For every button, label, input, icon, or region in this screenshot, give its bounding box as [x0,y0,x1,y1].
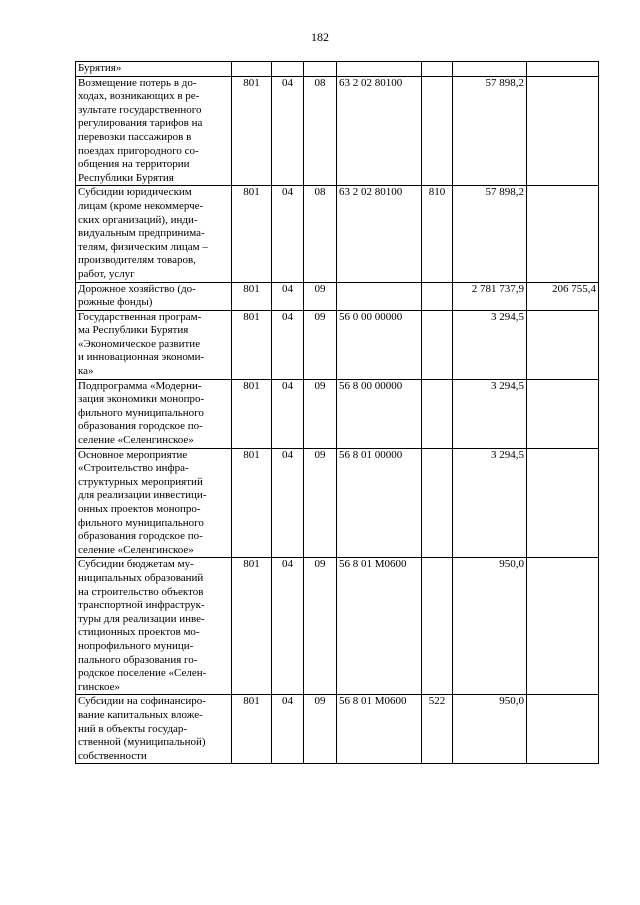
table-row [76,186,599,282]
item-name-cell [76,310,232,379]
amount-cell [453,62,527,77]
item-name-line: селение «Селенгинское» [78,543,194,556]
table-row [76,448,599,558]
item-name-line: Субсидии юридическим [78,186,192,199]
item-name-line: «Экономическое развитие [78,337,201,350]
item-name-cell [76,186,232,282]
item-name-line: туры для реализации инве- [78,612,205,625]
item-name-cell [76,62,232,77]
item-name-line: на строительство объектов [78,585,204,598]
item-name-line: Республики Бурятия [78,171,174,184]
section-code-cell: 04 [272,76,304,186]
item-name-cell [76,695,232,764]
section-code-cell: 04 [272,310,304,379]
section-code-cell: 04 [272,448,304,558]
item-name-line: поездах пригородного со- [78,144,199,157]
admin-code-cell: 801 [232,76,272,186]
expense-type-cell [422,379,453,448]
item-name-cell [76,558,232,695]
target-article-cell: 63 2 02 80100 [337,76,422,186]
item-name-line: фильного муниципального [78,516,204,529]
section-code-cell [272,62,304,77]
amount-cell: 950,0 [453,695,527,764]
subsection-code-cell: 08 [304,76,337,186]
target-article-cell: 56 8 01 M0600 [337,558,422,695]
item-name-line: Государственная програм- [78,310,202,323]
item-name-cell [76,379,232,448]
expense-type-cell: 522 [422,695,453,764]
item-name-line: фильного муниципального [78,406,204,419]
subsection-code-cell: 09 [304,310,337,379]
table-row [76,76,599,186]
table-row [76,379,599,448]
table-row [76,695,599,764]
subsection-code-cell: 09 [304,448,337,558]
amount-federal-cell [527,186,599,282]
table-row [76,282,599,310]
item-name-line: нопрофильного муници- [78,639,194,652]
budget-table-body [76,62,599,764]
item-name-line: Основное мероприятие [78,448,188,461]
item-name-line: телям, физическим лицам – [78,240,208,253]
table-row [76,310,599,379]
item-name-line: вание капитальных вложе- [78,708,203,721]
admin-code-cell: 801 [232,186,272,282]
section-code-cell: 04 [272,282,304,310]
item-name-line: ма Республики Бурятия [78,324,189,337]
item-name-line: Возмещение потерь в до- [78,76,197,89]
target-article-cell: 63 2 02 80100 [337,186,422,282]
item-name-line: гинское» [78,680,120,693]
item-name-cell [76,448,232,558]
item-name-line: Дорожное хозяйство (до- [78,282,196,295]
expense-type-cell: 810 [422,186,453,282]
amount-federal-cell [527,310,599,379]
admin-code-cell: 801 [232,310,272,379]
amount-cell: 3 294,5 [453,448,527,558]
item-name-line: ственной (муниципальной) [78,736,206,749]
subsection-code-cell: 09 [304,558,337,695]
admin-code-cell [232,62,272,77]
subsection-code-cell: 09 [304,282,337,310]
amount-federal-cell [527,448,599,558]
budget-table [75,61,599,764]
admin-code-cell: 801 [232,379,272,448]
admin-code-cell: 801 [232,695,272,764]
expense-type-cell [422,282,453,310]
item-name-line: Субсидии бюджетам му- [78,558,194,571]
item-name-line: стиционных проектов мо- [78,626,200,639]
section-code-cell: 04 [272,379,304,448]
item-name-cell [76,76,232,186]
amount-cell: 2 781 737,9 [453,282,527,310]
target-article-cell [337,62,422,77]
item-name-line: Субсидии на софинансиро- [78,695,206,708]
item-name-line: видуальным предпринима- [78,227,205,240]
item-name-line: для реализации инвестици- [78,489,207,502]
item-name-line: собственности [78,749,147,762]
subsection-code-cell [304,62,337,77]
target-article-cell: 56 0 00 00000 [337,310,422,379]
item-name-line: образования городское по- [78,530,203,543]
amount-cell: 3 294,5 [453,310,527,379]
subsection-code-cell: 09 [304,695,337,764]
item-name-line: Бурятия» [78,62,122,74]
item-name-cell [76,282,232,310]
item-name-line: пального образования го- [78,653,198,666]
admin-code-cell: 801 [232,448,272,558]
section-code-cell: 04 [272,186,304,282]
item-name-line: работ, услуг [78,267,135,280]
item-name-line: ских организаций), инди- [78,213,198,226]
target-article-cell: 56 8 01 00000 [337,448,422,558]
item-name-line: зация экономики монопро- [78,393,205,406]
expense-type-cell [422,448,453,558]
item-name-line: ниципальных образований [78,571,204,584]
amount-federal-cell [527,62,599,77]
expense-type-cell [422,76,453,186]
item-name-line: ний в объекты государ- [78,722,188,735]
target-article-cell [337,282,422,310]
page-number: 182 [311,30,329,44]
amount-cell: 3 294,5 [453,379,527,448]
item-name-line: ка» [78,365,94,378]
item-name-line: селение «Селенгинское» [78,434,194,447]
amount-federal-cell [527,379,599,448]
table-row [76,62,599,77]
amount-federal-cell [527,695,599,764]
amount-cell: 950,0 [453,558,527,695]
item-name-line: производителям товаров, [78,254,196,267]
item-name-line: образования городское по- [78,420,203,433]
amount-federal-cell [527,558,599,695]
amount-cell: 57 898,2 [453,76,527,186]
section-code-cell: 04 [272,558,304,695]
item-name-line: структурных мероприятий [78,475,203,488]
subsection-code-cell: 09 [304,379,337,448]
item-name-line: зультате государственного [78,103,202,116]
item-name-line: перевозки пассажиров в [78,130,192,143]
item-name-line: транспортной инфраструк- [78,599,205,612]
target-article-cell: 56 8 00 00000 [337,379,422,448]
item-name-line: ходах, возникающих в ре- [78,90,200,103]
amount-federal-cell [527,76,599,186]
amount-federal-cell: 206 755,4 [527,282,599,310]
table-row [76,558,599,695]
item-name-line: онных проектов монопро- [78,503,201,515]
item-name-line: «Строительство инфра- [78,462,189,475]
admin-code-cell: 801 [232,558,272,695]
item-name-line: родское поселение «Селен- [78,667,207,680]
expense-type-cell [422,62,453,77]
subsection-code-cell: 08 [304,186,337,282]
item-name-line: лицам (кроме некоммерче- [78,199,204,212]
item-name-line: и инновационная экономи- [78,351,205,364]
amount-cell: 57 898,2 [453,186,527,282]
section-code-cell: 04 [272,695,304,764]
expense-type-cell [422,310,453,379]
item-name-line: рожные фонды) [78,296,153,309]
item-name-line: регулирования тарифов на [78,117,203,130]
admin-code-cell: 801 [232,282,272,310]
item-name-line: Подпрограмма «Модерни- [78,379,202,392]
item-name-line: общения на территории [78,158,190,171]
expense-type-cell [422,558,453,695]
target-article-cell: 56 8 01 M0600 [337,695,422,764]
